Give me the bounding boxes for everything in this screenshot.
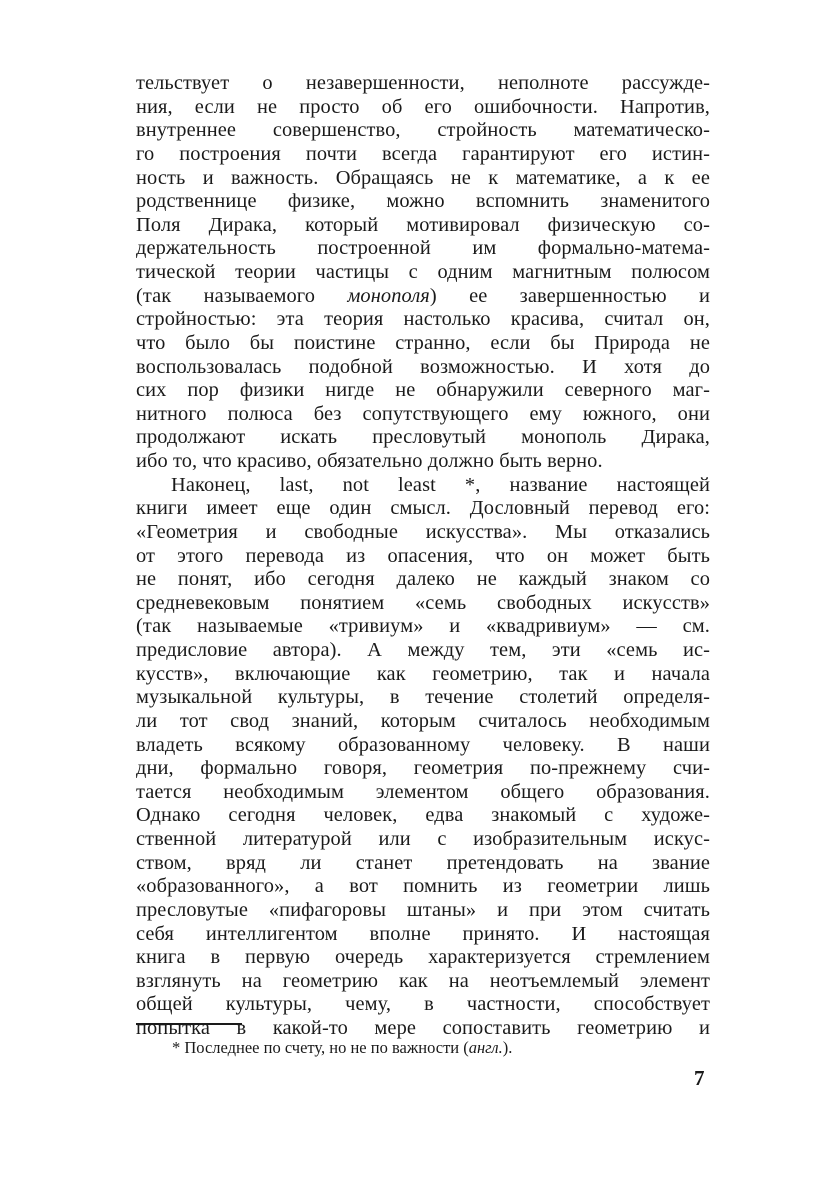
text-line: внутреннее совершенство, стройность математическо- — [136, 119, 710, 142]
paragraph-end-line: ибо то, что красиво, обязательно должно быть верно. — [136, 450, 603, 472]
text-line: Однако сегодня человек, едва знакомый с художе- — [136, 804, 710, 827]
text-line: го построения почти всегда гарантируют его истин- — [136, 142, 710, 165]
text-line: «Геометрия и свободные искусства». Мы отказались — [136, 520, 710, 543]
text-line: нитного полюса без сопутствующего ему южного, они — [136, 402, 710, 425]
text-line: ственной литературой или с изобразительным искус- — [136, 828, 710, 850]
text-line: держательность построенной им формально-матема- — [136, 237, 710, 260]
text-line: сих пор физики нигде не обнаружили северного маг- — [136, 379, 710, 402]
text-line: книги имеет еще один смысл. Дословный перевод его: — [136, 497, 710, 520]
text-line-with-italic — [136, 285, 710, 309]
text-segment: (так называемого — [136, 284, 348, 307]
text-line: музыкальной культуры, в течение столетий определя- — [136, 686, 710, 709]
text-line: владеть всякому образованному человеку. В наши — [136, 733, 710, 756]
paragraph-start-line: Наконец, last, not least *, название настоящей — [171, 473, 710, 496]
text-line: стройностью: эта теория настолько красива, считал он, — [136, 308, 710, 331]
text-line: ством, вряд ли станет претендовать на звание — [136, 851, 710, 874]
page-body-text — [136, 72, 710, 1041]
footnote-separator — [136, 1023, 242, 1025]
italic-term: монополя — [347, 284, 430, 307]
text-line: Поля Дирака, который мотивировал физическую со- — [136, 213, 710, 236]
text-line: тической теории частицы с одним магнитным полюсом — [136, 261, 710, 283]
text-line: от этого перевода из опасения, что он может быть — [136, 544, 710, 567]
text-segment: ) ее завершенностью и — [429, 284, 710, 307]
page-number: 7 — [694, 1066, 705, 1090]
footnote-text: * Последнее по счету, но не по важности ( — [172, 1038, 469, 1057]
book-page — [136, 72, 710, 1041]
text-line: себя интеллигентом вполне принято. И настоящая — [136, 922, 710, 945]
text-line: взглянуть на геометрию как на неотъемлемый элемент — [136, 969, 710, 992]
footnote-italic-abbrev: англ. — [468, 1038, 503, 1057]
text-line: средневековым понятием «семь свободных искусств» — [136, 591, 710, 614]
text-line: что было бы поистине странно, если бы Природа не — [136, 331, 710, 354]
text-line: родственнице физике, можно вспомнить знаменитого — [136, 190, 710, 213]
text-line: пресловутые «пифагоровы штаны» и при этом считать — [136, 898, 710, 921]
text-line: попытка в какой-то мере сопоставить геометрию и — [136, 1017, 710, 1039]
footnote — [172, 1038, 512, 1058]
text-line: ли тот свод знаний, которым считалось необходимым — [136, 709, 710, 732]
footnote-text-end: ). — [502, 1038, 513, 1057]
text-line: продолжают искать пресловутый монополь Дирака, — [136, 426, 710, 449]
text-line: «образованного», а вот помнить из геометрии лишь — [136, 875, 710, 898]
text-line: (так называемые «тривиум» и «квадривиум» — см. — [136, 615, 710, 638]
text-line: общей культуры, чему, в частности, способствует — [136, 993, 710, 1016]
text-line: ния, если не просто об его ошибочности. Напротив, — [136, 95, 710, 118]
text-line: кусств», включающие как геометрию, так и начала — [136, 662, 710, 685]
text-line: не понят, ибо сегодня далеко не каждый знаком со — [136, 568, 710, 591]
text-line: предисловие автора). А между тем, эти «семь ис- — [136, 639, 710, 661]
text-line: дни, формально говоря, геометрия по-прежнему счи- — [136, 757, 710, 780]
text-line: воспользовалась подобной возможностью. И хотя до — [136, 355, 710, 378]
text-line: тельствует о незавершенности, неполноте рассужде- — [136, 72, 710, 94]
text-line: ность и важность. Обращаясь не к математике, а к ее — [136, 166, 710, 189]
text-line: тается необходимым элементом общего образования. — [136, 780, 710, 803]
text-line: книга в первую очередь характеризуется стремлением — [136, 946, 710, 969]
